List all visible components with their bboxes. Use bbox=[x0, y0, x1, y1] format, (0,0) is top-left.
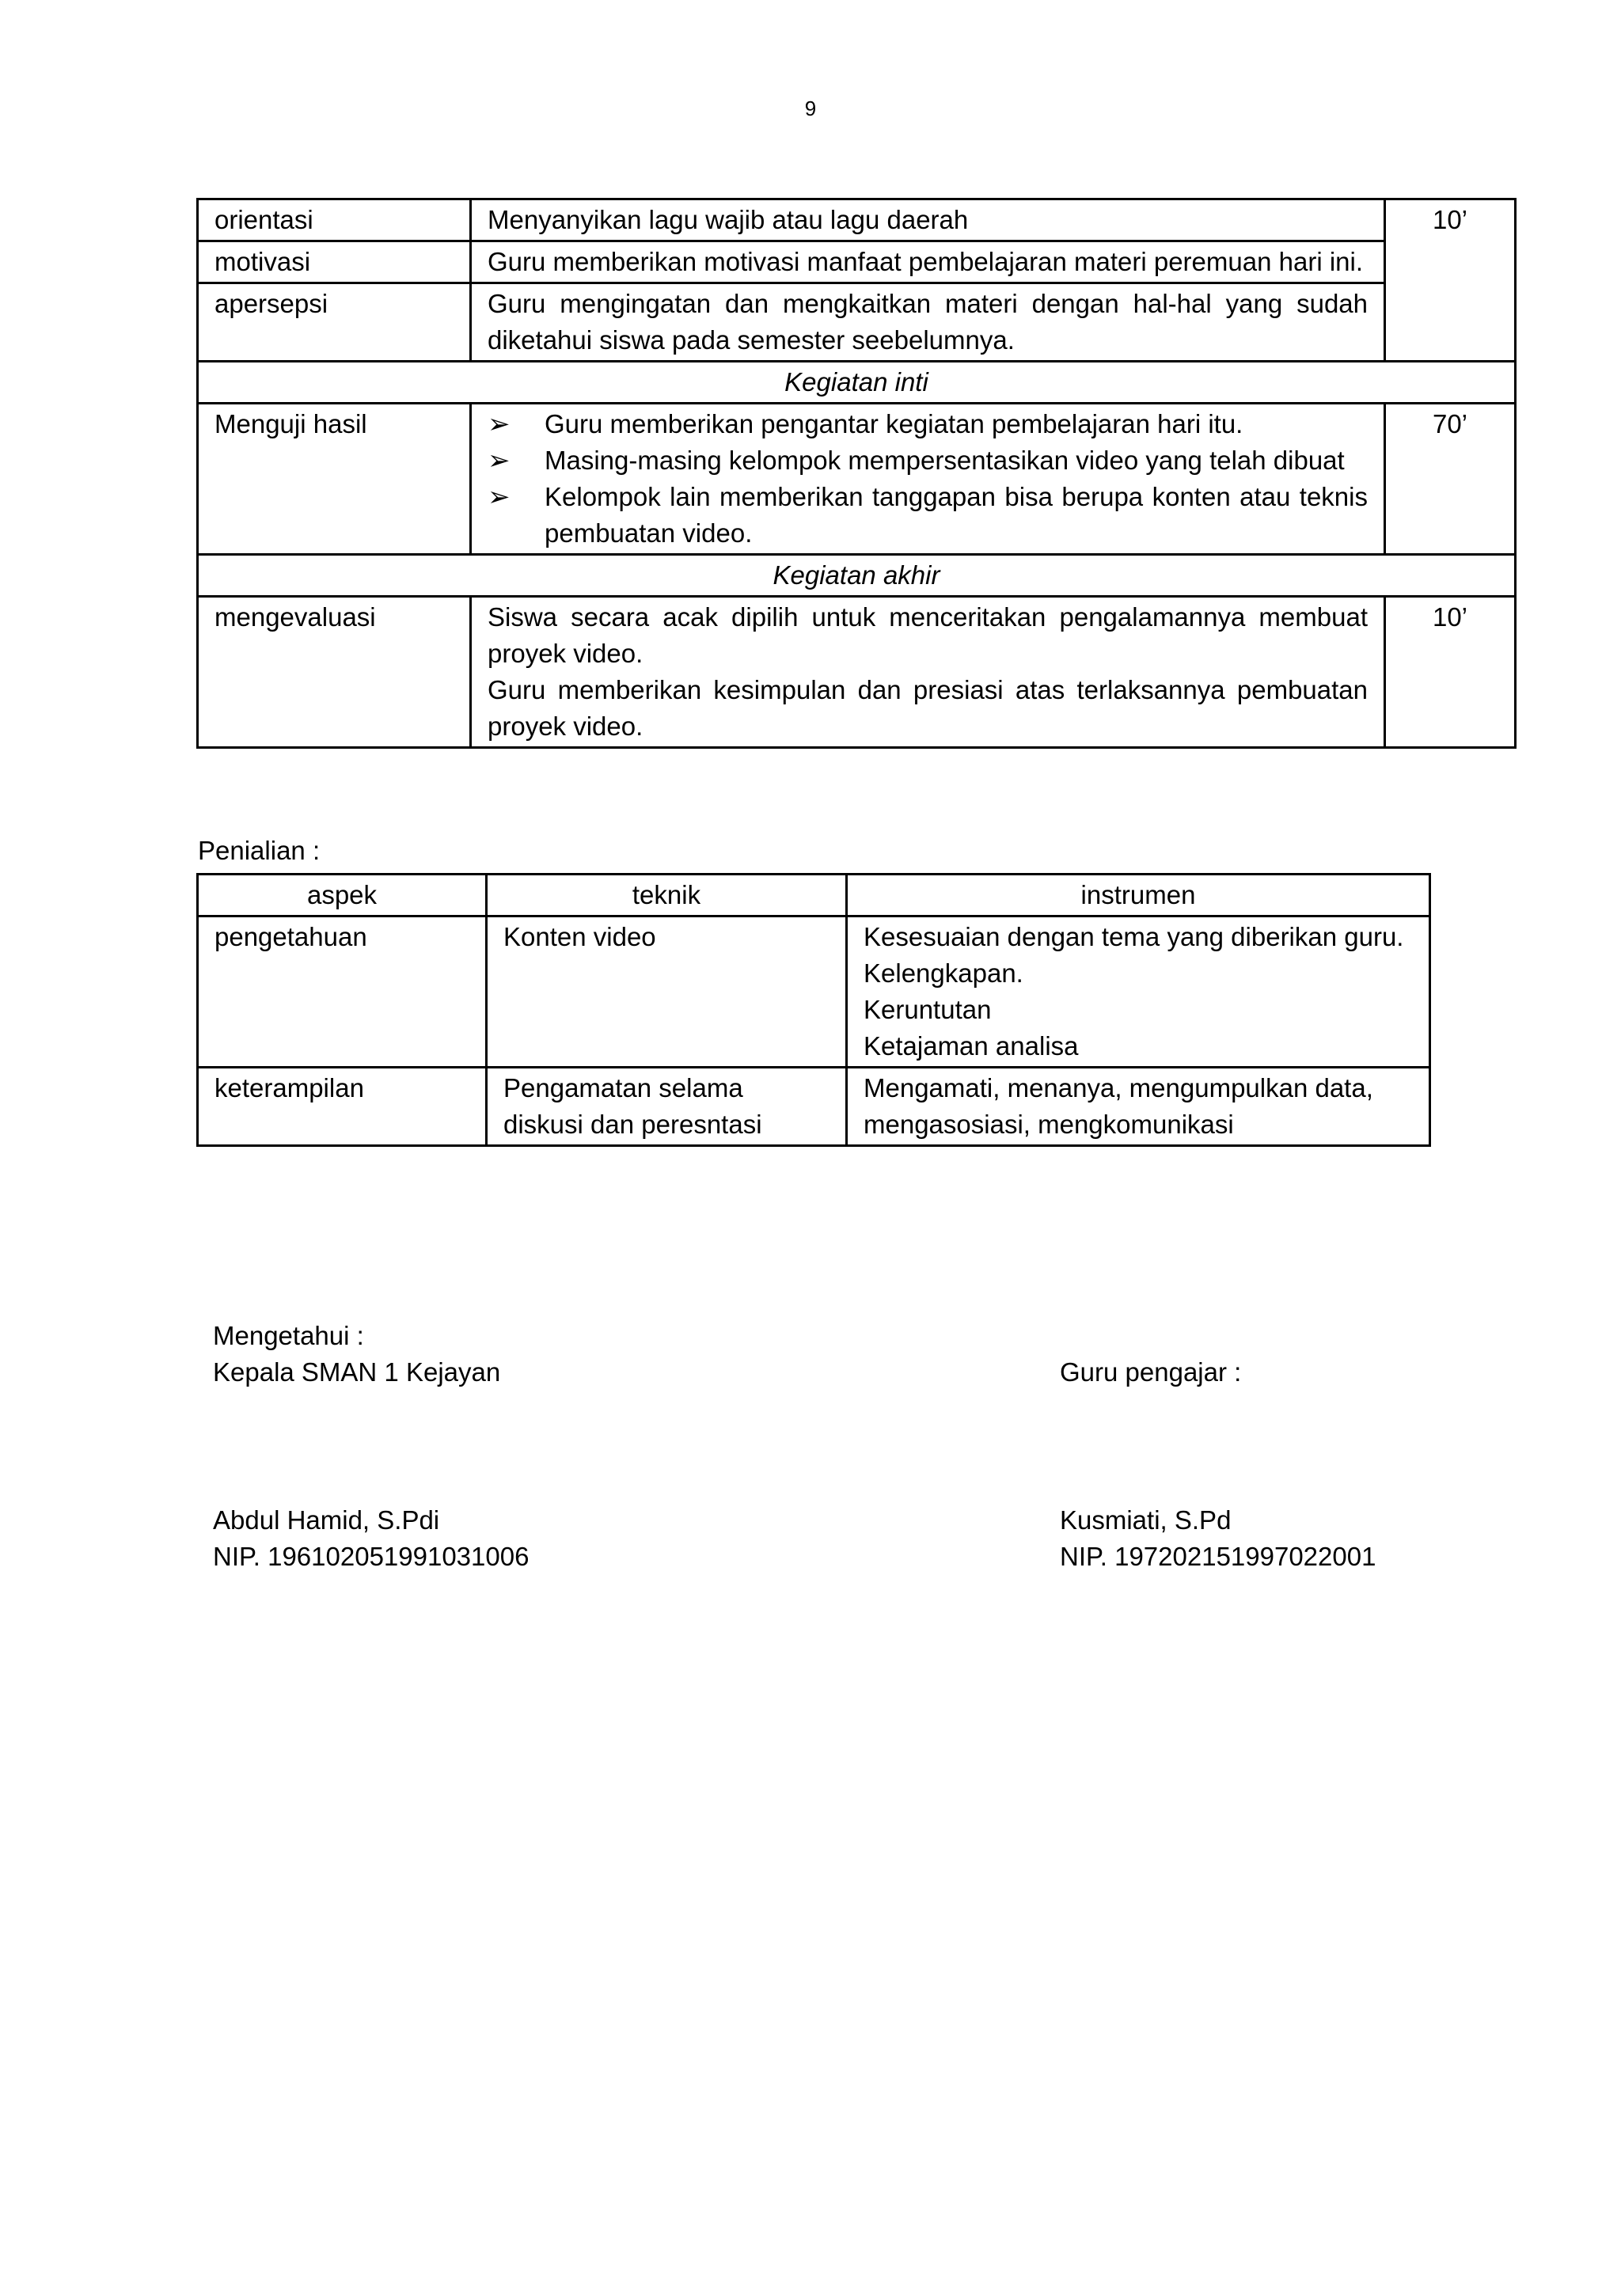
teknik-cell: Pengamatan selama diskusi dan peresntasi bbox=[487, 1068, 847, 1146]
column-header-aspek: aspek bbox=[198, 875, 487, 917]
instrumen-line: Ketajaman analisa bbox=[864, 1031, 1079, 1061]
stage-cell: apersepsi bbox=[198, 283, 471, 362]
header-row bbox=[198, 875, 1430, 917]
description-line: Guru memberikan kesimpulan dan presiasi atas terlaksannya pembuatan proyek video. bbox=[488, 675, 1368, 741]
description-cell bbox=[471, 404, 1385, 555]
list-item-text: Kelompok lain memberikan tanggapan bisa berupa konten atau teknis pembuatan video. bbox=[545, 482, 1368, 548]
instrumen-line: Mengamati, menanya, mengumpulkan data, mengasosiasi, mengkomunikasi bbox=[864, 1073, 1373, 1139]
table-row bbox=[198, 241, 1516, 283]
signature-left-caption: Mengetahui : bbox=[213, 1321, 364, 1350]
column-header-teknik: teknik bbox=[487, 875, 847, 917]
aspek-cell: keterampilan bbox=[198, 1068, 487, 1146]
section-row bbox=[198, 362, 1516, 404]
section-title-inti: Kegiatan inti bbox=[198, 362, 1516, 404]
assessment-table bbox=[196, 873, 1431, 1147]
table-row bbox=[198, 283, 1516, 362]
signature-right-caption: Guru pengajar : bbox=[1060, 1357, 1242, 1387]
page-number: 9 bbox=[804, 97, 817, 120]
list-item bbox=[488, 406, 1368, 442]
assessment-heading: Penialian : bbox=[198, 836, 321, 865]
instrumen-cell bbox=[847, 1068, 1430, 1146]
table-row bbox=[198, 597, 1516, 748]
signature-right-name: Kusmiati, S.Pd bbox=[1060, 1505, 1232, 1535]
stage-cell: motivasi bbox=[198, 241, 471, 283]
teknik-cell: Konten video bbox=[487, 917, 847, 1068]
list-item bbox=[488, 442, 1368, 479]
signature-left-nip: NIP. 196102051991031006 bbox=[213, 1542, 530, 1571]
signature-left-title: Kepala SMAN 1 Kejayan bbox=[213, 1357, 501, 1387]
description-cell: Guru memberikan motivasi manfaat pembelajaran materi peremuan hari ini. bbox=[471, 241, 1385, 283]
section-row bbox=[198, 555, 1516, 597]
column-header-instrumen: instrumen bbox=[847, 875, 1430, 917]
list-item-text: Guru memberikan pengantar kegiatan pembelajaran hari itu. bbox=[545, 409, 1243, 438]
stage-cell: orientasi bbox=[198, 199, 471, 241]
arrowhead-bullet-icon: ➢ bbox=[488, 482, 511, 512]
instrumen-line: Keruntutan bbox=[864, 995, 992, 1024]
instrumen-line: Kesesuaian dengan tema yang diberikan guru. bbox=[864, 922, 1404, 951]
duration-cell: 10’ bbox=[1385, 597, 1516, 748]
activity-table bbox=[196, 198, 1517, 749]
signature-right-nip: NIP. 197202151997022001 bbox=[1060, 1542, 1376, 1571]
table-row bbox=[198, 404, 1516, 555]
stage-cell: Menguji hasil bbox=[198, 404, 471, 555]
table-row bbox=[198, 199, 1516, 241]
signature-left-name: Abdul Hamid, S.Pdi bbox=[213, 1505, 440, 1535]
table-row bbox=[198, 1068, 1430, 1146]
duration-cell: 70’ bbox=[1385, 404, 1516, 555]
instrumen-cell bbox=[847, 917, 1430, 1068]
list-item bbox=[488, 479, 1368, 552]
arrowhead-bullet-icon: ➢ bbox=[488, 446, 511, 476]
arrowhead-bullet-icon: ➢ bbox=[488, 409, 511, 439]
description-cell: Guru mengingatan dan mengkaitkan materi dengan hal-hal yang sudah diketahui siswa pada semester seebelumnya. bbox=[471, 283, 1385, 362]
aspek-cell: pengetahuan bbox=[198, 917, 487, 1068]
description-line: Siswa secara acak dipilih untuk menceritakan pengalamannya membuat proyek video. bbox=[488, 602, 1368, 668]
instrumen-line: Kelengkapan. bbox=[864, 958, 1023, 988]
description-cell bbox=[471, 597, 1385, 748]
description-cell: Menyanyikan lagu wajib atau lagu daerah bbox=[471, 199, 1385, 241]
list-item-text: Masing-masing kelompok mempersentasikan video yang telah dibuat bbox=[545, 446, 1345, 475]
duration-cell: 10’ bbox=[1385, 199, 1516, 362]
table-row bbox=[198, 917, 1430, 1068]
section-title-akhir: Kegiatan akhir bbox=[198, 555, 1516, 597]
stage-cell: mengevaluasi bbox=[198, 597, 471, 748]
activity-list bbox=[488, 406, 1368, 552]
